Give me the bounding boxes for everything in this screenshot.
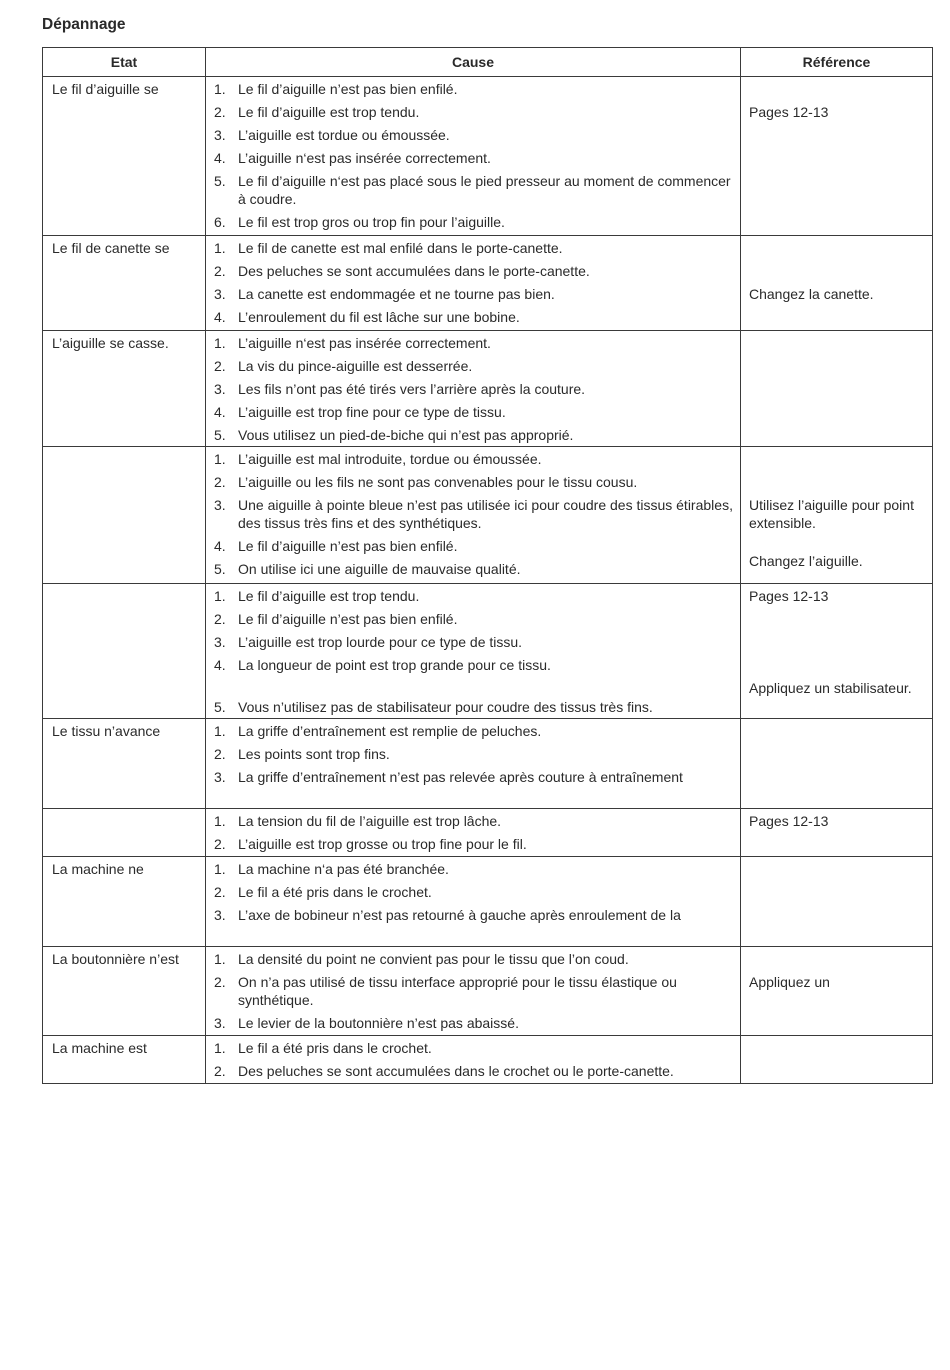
cause-cell xyxy=(206,331,741,447)
etat-text: Le fil d’aiguille se xyxy=(52,81,159,97)
cause-text: La densité du point ne convient pas pour le tissu que l’on coud. xyxy=(238,951,629,967)
cause-number: 3. xyxy=(214,127,226,143)
cause-number: 2. xyxy=(214,104,226,120)
cause-text: Le fil d’aiguille est trop tendu. xyxy=(238,588,420,604)
cause-number: 5. xyxy=(214,699,226,715)
cause-number: 1. xyxy=(214,451,226,467)
table-row xyxy=(43,447,933,584)
reference-cell xyxy=(741,809,933,857)
cause-text: Le levier de la boutonnière n’est pas abaissé. xyxy=(238,1015,519,1031)
cause-number: 4. xyxy=(214,404,226,420)
cause-text: On utilise ici une aiguille de mauvaise qualité. xyxy=(238,561,521,577)
table-row xyxy=(43,857,933,947)
cause-cell xyxy=(206,947,741,1036)
cause-cell xyxy=(206,809,741,857)
cause-cell xyxy=(206,1036,741,1084)
etat-cell xyxy=(43,331,206,447)
reference-cell xyxy=(741,719,933,809)
cause-text: Les fils n’ont pas été tirés vers l’arrière après la couture. xyxy=(238,381,586,397)
cause-text: L’axe de bobineur n’est pas retourné à gauche après enroulement de la xyxy=(238,907,681,923)
cause-number: 3. xyxy=(214,381,226,397)
table-row xyxy=(43,584,933,719)
cause-number: 5. xyxy=(214,173,226,189)
cause-text: La longueur de point est trop grande pour ce tissu. xyxy=(238,657,551,673)
cause-text: Les points sont trop fins. xyxy=(238,746,390,762)
cause-text: Des peluches se sont accumulées dans le crochet ou le porte-canette. xyxy=(238,1063,674,1079)
cause-text: Le fil a été pris dans le crochet. xyxy=(238,884,432,900)
reference-cell xyxy=(741,236,933,331)
cause-text: La tension du fil de l’aiguille est trop lâche. xyxy=(238,813,502,829)
cause-text: Le fil de canette est mal enfilé dans le porte-canette. xyxy=(238,240,563,256)
reference-text: Appliquez un stabilisateur. xyxy=(749,680,912,696)
cause-number: 2. xyxy=(214,611,226,627)
reference-cell xyxy=(741,77,933,236)
cause-text: Le fil d’aiguille n’est pas bien enfilé. xyxy=(238,611,458,627)
etat-cell xyxy=(43,1036,206,1084)
cause-text: Le fil d’aiguille est trop tendu. xyxy=(238,104,420,120)
cause-number: 3. xyxy=(214,497,226,513)
header-cause: Cause xyxy=(206,48,741,77)
cause-text: Des peluches se sont accumulées dans le porte-canette. xyxy=(238,263,590,279)
cause-text: L’enroulement du fil est lâche sur une bobine. xyxy=(238,309,520,325)
table-row xyxy=(43,1036,933,1084)
cause-number: 1. xyxy=(214,1040,226,1056)
cause-number: 2. xyxy=(214,474,226,490)
reference-text: Pages 12-13 xyxy=(749,813,829,829)
cause-number: 5. xyxy=(214,427,226,443)
cause-number: 2. xyxy=(214,836,226,852)
cause-number: 4. xyxy=(214,309,226,325)
reference-text: Pages 12-13 xyxy=(749,588,829,604)
cause-text: Le fil est trop gros ou trop fin pour l’aiguille. xyxy=(238,214,505,230)
cause-number: 1. xyxy=(214,335,226,351)
cause-text: L’aiguille n‘est pas insérée correctement. xyxy=(238,335,491,351)
cause-number: 2. xyxy=(214,746,226,762)
cause-text: Le fil d’aiguille n’est pas bien enfilé. xyxy=(238,81,458,97)
header-etat: Etat xyxy=(43,48,206,77)
cause-number: 1. xyxy=(214,861,226,877)
cause-cell xyxy=(206,857,741,947)
cause-text: La vis du pince-aiguille est desserrée. xyxy=(238,358,473,374)
cause-text: Le fil d’aiguille n‘est pas placé sous le pied presseur au moment de commencer à coudre. xyxy=(238,173,731,207)
reference-text: Pages 12-13 xyxy=(749,104,829,120)
cause-number: 4. xyxy=(214,150,226,166)
etat-cell xyxy=(43,447,206,584)
reference-cell xyxy=(741,331,933,447)
cause-text: La griffe d’entraînement est remplie de peluches. xyxy=(238,723,542,739)
cause-number: 1. xyxy=(214,81,226,97)
troubleshooting-table xyxy=(42,47,933,1084)
cause-number: 3. xyxy=(214,907,226,923)
page-title: Dépannage xyxy=(42,16,126,33)
header-reference: Référence xyxy=(741,48,933,77)
cause-number: 1. xyxy=(214,240,226,256)
cause-number: 2. xyxy=(214,263,226,279)
etat-text: Le fil de canette se xyxy=(52,240,170,256)
cause-number: 6. xyxy=(214,214,226,230)
reference-cell xyxy=(741,947,933,1036)
table-row xyxy=(43,719,933,809)
cause-text: La machine n‘a pas été branchée. xyxy=(238,861,449,877)
cause-text: On n’a pas utilisé de tissu interface approprié pour le tissu élastique ou synthétique. xyxy=(238,974,677,1008)
cause-text: Vous n’utilisez pas de stabilisateur pour coudre des tissus très fins. xyxy=(238,699,653,715)
cause-text: L’aiguille ou les fils ne sont pas convenables pour le tissu cousu. xyxy=(238,474,638,490)
table-row xyxy=(43,331,933,447)
cause-text: L’aiguille est trop lourde pour ce type de tissu. xyxy=(238,634,523,650)
cause-cell xyxy=(206,77,741,236)
cause-number: 1. xyxy=(214,813,226,829)
cause-text: Le fil a été pris dans le crochet. xyxy=(238,1040,432,1056)
etat-text: Le tissu n’avance xyxy=(52,723,161,739)
etat-text: La machine ne xyxy=(52,861,144,877)
cause-number: 5. xyxy=(214,561,226,577)
table-row xyxy=(43,947,933,1036)
cause-text: Vous utilisez un pied-de-biche qui n’est pas approprié. xyxy=(238,427,574,443)
cause-number: 3. xyxy=(214,286,226,302)
table-row xyxy=(43,236,933,331)
cause-number: 2. xyxy=(214,884,226,900)
reference-cell xyxy=(741,1036,933,1084)
cause-text: L’aiguille est trop fine pour ce type de tissu. xyxy=(238,404,506,420)
cause-cell xyxy=(206,719,741,809)
cause-number: 4. xyxy=(214,657,226,673)
etat-cell xyxy=(43,77,206,236)
cause-number: 3. xyxy=(214,769,226,785)
cause-number: 3. xyxy=(214,634,226,650)
reference-text: Changez la canette. xyxy=(749,286,874,302)
cause-text: Le fil d’aiguille n’est pas bien enfilé. xyxy=(238,538,458,554)
reference-text: Utilisez l’aiguille pour point extensible. xyxy=(749,497,914,531)
reference-text: Appliquez un xyxy=(749,974,830,990)
cause-number: 1. xyxy=(214,951,226,967)
cause-number: 2. xyxy=(214,974,226,990)
cause-text: La griffe d’entraînement n’est pas relevée après couture à entraînement xyxy=(238,769,683,785)
reference-cell xyxy=(741,857,933,947)
cause-cell xyxy=(206,447,741,584)
etat-cell xyxy=(43,236,206,331)
cause-text: L’aiguille est mal introduite, tordue ou émoussée. xyxy=(238,451,542,467)
etat-text: L’aiguille se casse. xyxy=(52,335,169,351)
cause-number: 4. xyxy=(214,538,226,554)
etat-cell xyxy=(43,719,206,809)
cause-number: 1. xyxy=(214,723,226,739)
table-row xyxy=(43,77,933,236)
etat-cell xyxy=(43,947,206,1036)
cause-text: La canette est endommagée et ne tourne pas bien. xyxy=(238,286,555,302)
reference-text: Changez l’aiguille. xyxy=(749,553,863,569)
etat-cell xyxy=(43,857,206,947)
reference-cell xyxy=(741,447,933,584)
etat-cell xyxy=(43,809,206,857)
cause-text: L’aiguille n‘est pas insérée correctement. xyxy=(238,150,491,166)
cause-number: 2. xyxy=(214,358,226,374)
cause-number: 1. xyxy=(214,588,226,604)
reference-cell xyxy=(741,584,933,719)
etat-text: La machine est xyxy=(52,1040,147,1056)
cause-text: Une aiguille à pointe bleue n’est pas utilisée ici pour coudre des tissus étirables, des tissus très fins et des synthétiques. xyxy=(238,497,733,531)
cause-number: 3. xyxy=(214,1015,226,1031)
cause-number: 2. xyxy=(214,1063,226,1079)
table-row xyxy=(43,809,933,857)
cause-cell xyxy=(206,584,741,719)
etat-text: La boutonnière n’est xyxy=(52,951,179,967)
cause-cell xyxy=(206,236,741,331)
cause-text: L’aiguille est trop grosse ou trop fine pour le fil. xyxy=(238,836,527,852)
table-header-row xyxy=(43,48,933,77)
etat-cell xyxy=(43,584,206,719)
cause-text: L’aiguille est tordue ou émoussée. xyxy=(238,127,450,143)
